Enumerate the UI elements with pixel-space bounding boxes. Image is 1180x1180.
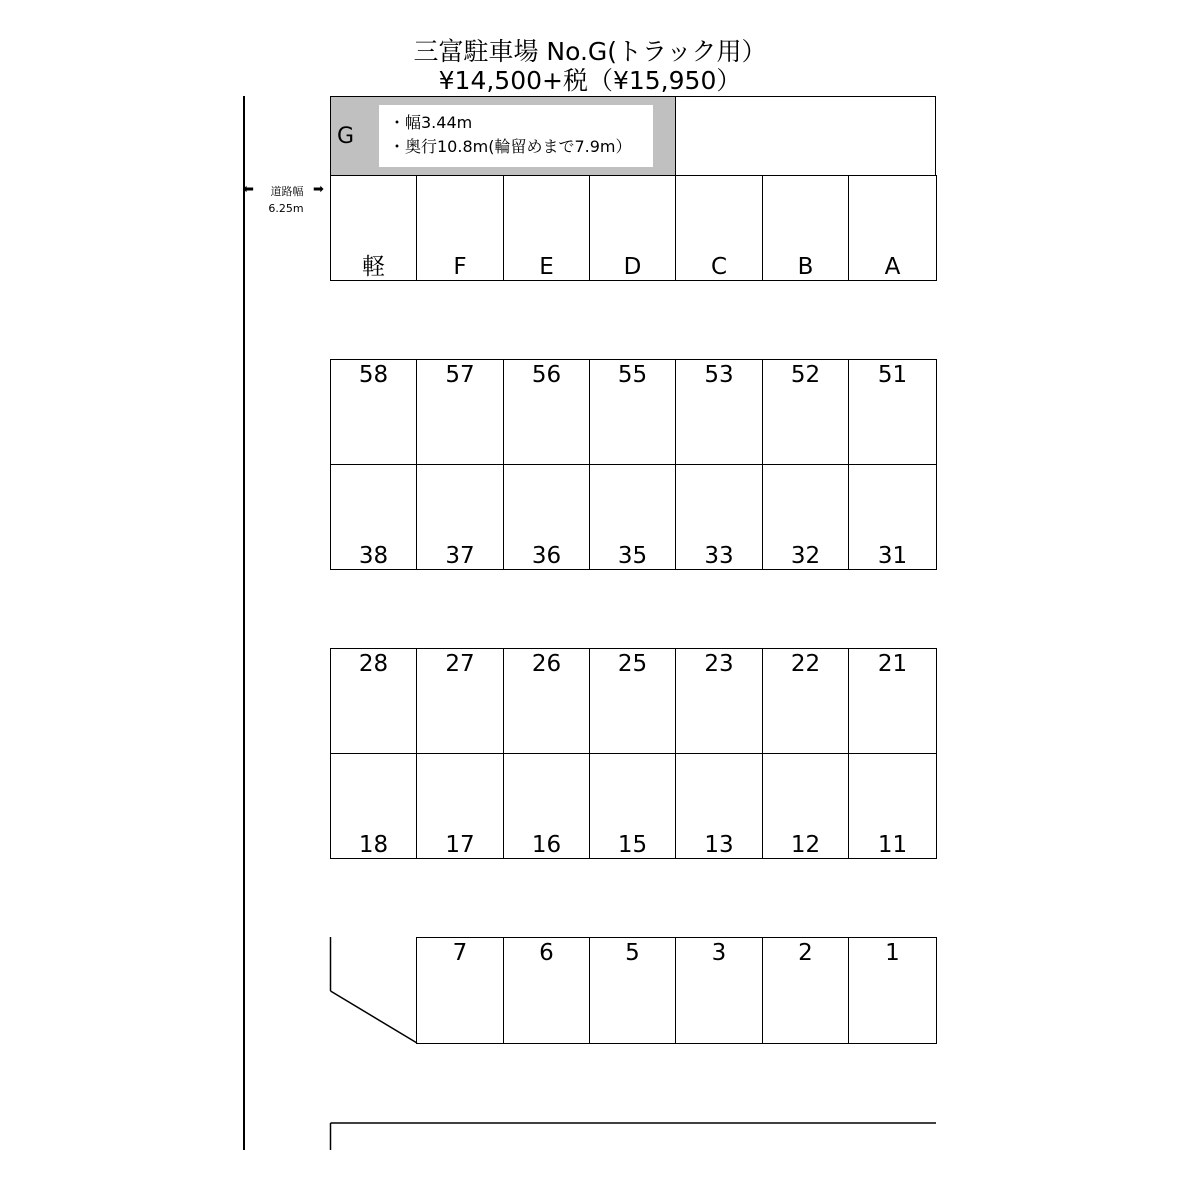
parking-spot-number: 2	[798, 940, 813, 966]
left-arrow-icon: ⬅	[243, 182, 254, 197]
lot-title: 三富駐車場 No.G(トラック用）	[413, 37, 767, 66]
road-width-value: 6.25m	[268, 202, 304, 215]
parking-spot-number: 5	[625, 940, 640, 966]
parking-spot-number: 23	[704, 651, 734, 677]
parking-spot-number: 13	[704, 832, 734, 858]
parking-spot-number: 16	[531, 832, 562, 858]
parking-spot-number: 17	[445, 832, 475, 858]
parking-spot-number: 33	[704, 543, 734, 569]
parking-spot-number: 6	[539, 940, 554, 966]
parking-spot-number: 57	[445, 362, 475, 388]
parking-spot-number: C	[710, 254, 728, 280]
parking-spot-number: 15	[617, 832, 648, 858]
parking-spot-number: 21	[877, 651, 908, 677]
parking-spot-number: D	[623, 254, 642, 280]
parking-spot-number: 26	[531, 651, 562, 677]
parking-spot-number: 55	[617, 362, 648, 388]
spot-g-width: ・幅3.44m	[389, 113, 473, 132]
parking-spot-number: A	[884, 254, 901, 280]
spot-g-label: G	[337, 124, 355, 149]
parking-spot-number: 7	[452, 940, 468, 966]
lot-price: ¥14,500+税（¥15,950）	[438, 66, 742, 95]
parking-spot-number: 12	[790, 832, 821, 858]
parking-spot-number: 25	[617, 651, 648, 677]
parking-spot-number: 52	[790, 362, 821, 388]
parking-spot-number: 58	[358, 362, 389, 388]
parking-spot-number: 38	[358, 543, 389, 569]
parking-spot-number: 36	[531, 543, 562, 569]
parking-spot-number: 56	[531, 362, 562, 388]
parking-spot-number: 31	[877, 543, 908, 569]
parking-spot-number: 28	[358, 651, 389, 677]
parking-spot-number: 1	[885, 940, 900, 966]
spot-g-depth: ・奥行10.8m(輪留めまで7.9m）	[389, 137, 632, 156]
parking-spot-number: 18	[358, 832, 389, 858]
parking-spot-number: E	[539, 254, 554, 280]
parking-spot-number: 3	[711, 940, 727, 966]
parking-spot-number: 27	[445, 651, 475, 677]
parking-spot-number: 53	[704, 362, 734, 388]
parking-spot-number: 11	[877, 832, 908, 858]
block3-diagonal-edge	[331, 991, 418, 1043]
parking-spot-number: 35	[617, 543, 648, 569]
parking-spot-number: 51	[877, 362, 908, 388]
parking-spot-number: F	[453, 254, 467, 280]
parking-spot-number: 22	[790, 651, 821, 677]
parking-spot-number: 軽	[362, 254, 385, 280]
parking-spot-number: 32	[790, 543, 821, 569]
road-label: 道路幅	[270, 185, 304, 198]
parking-spot-number: B	[797, 254, 814, 280]
parking-spot-number: 37	[445, 543, 475, 569]
right-arrow-icon: ➡	[313, 182, 324, 197]
